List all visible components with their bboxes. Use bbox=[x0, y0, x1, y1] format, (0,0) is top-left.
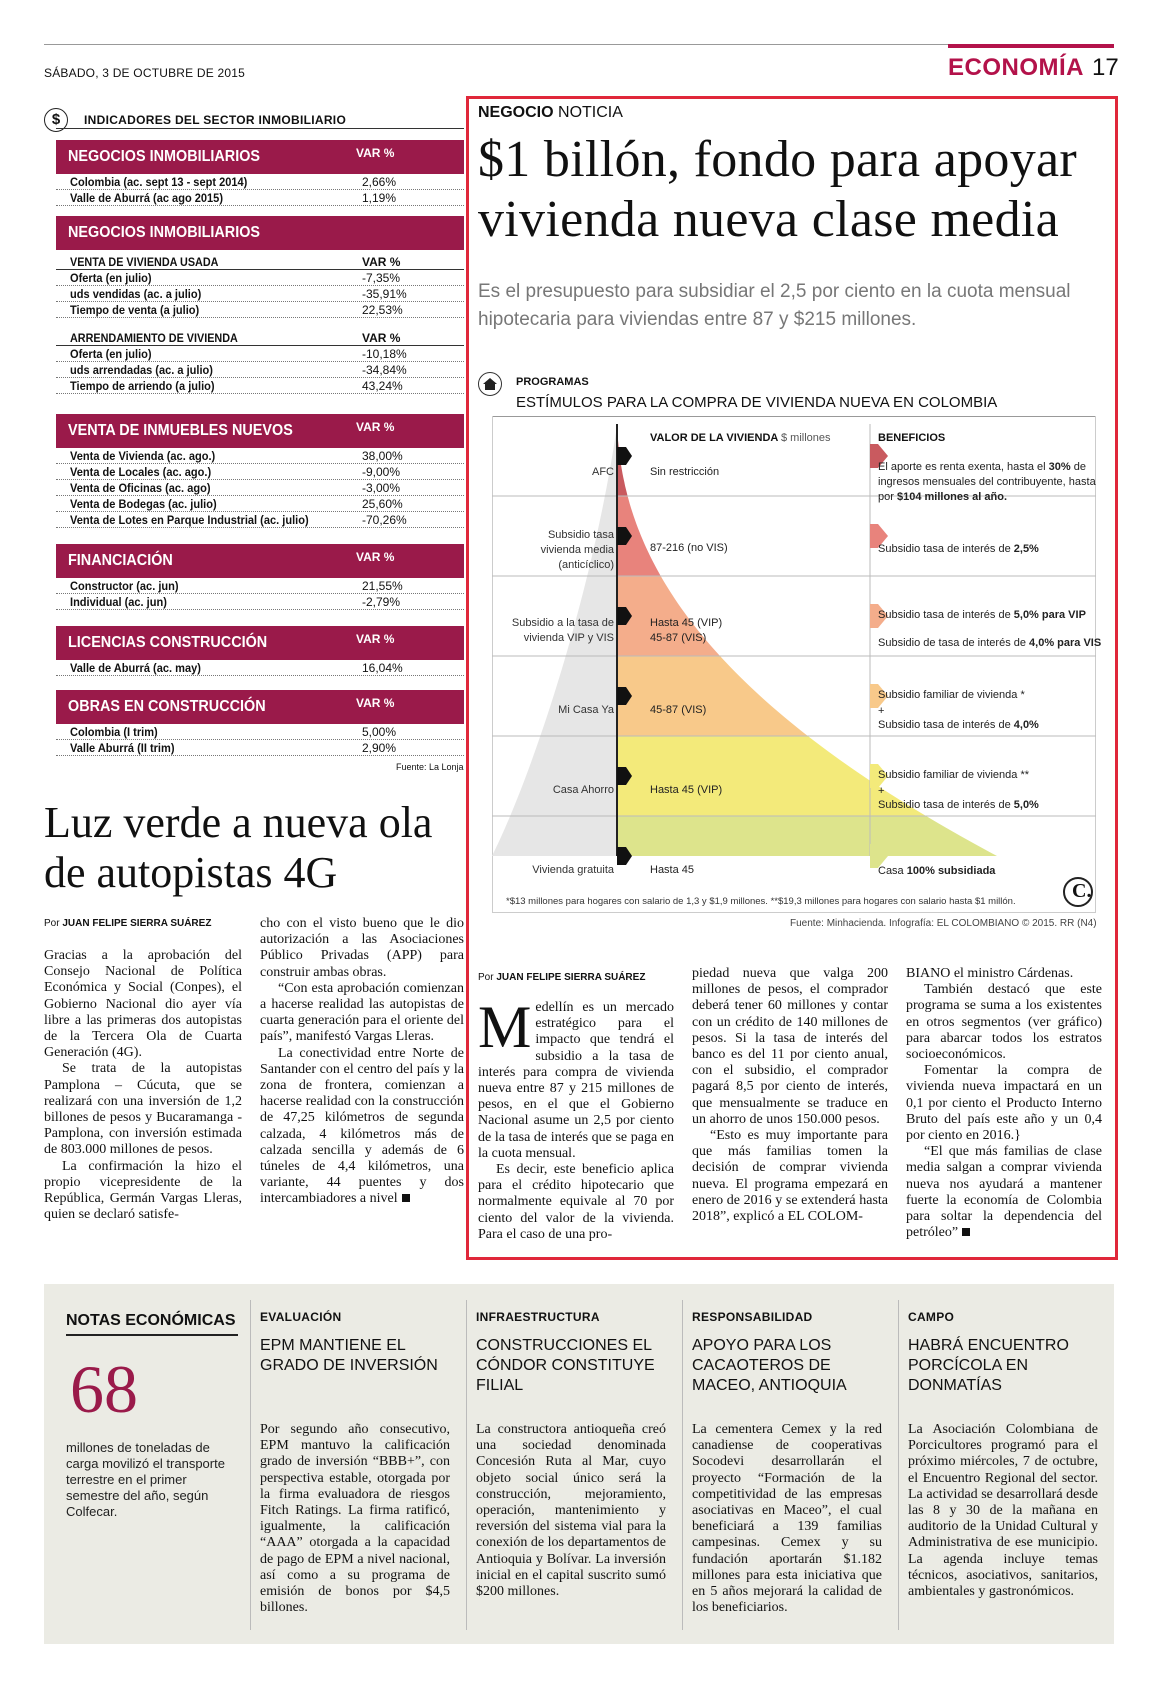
feature-col1 bbox=[478, 994, 674, 1243]
feature-title: $1 billón, fondo para apoyar vivienda nueva clase media bbox=[478, 131, 1078, 248]
row-label: Valle de Aburrá (ac. may) bbox=[70, 661, 201, 675]
section-accent-bar bbox=[948, 44, 1114, 48]
feature-col2 bbox=[692, 966, 888, 1225]
var-label: VAR % bbox=[356, 632, 395, 646]
program-beneficio-a bbox=[878, 768, 1098, 783]
indicator-row bbox=[56, 480, 464, 496]
row-label: Colombia (ac. sept 13 - sept 2014) bbox=[70, 175, 248, 189]
beneficio-text: Subsidio tasa de interés de bbox=[878, 543, 1014, 555]
feature-lead: Es el presupuesto para subsidiar el 2,5 por ciento en la cuota mensual hipotecaria para viviendas entre 87 y $215 millones. bbox=[478, 281, 1071, 330]
program-valor: Hasta 45 (VIP) 45-87 (VIS) bbox=[650, 617, 723, 644]
beneficio-bold: 4,0% bbox=[1013, 719, 1039, 731]
byline-prefix: Por bbox=[44, 918, 60, 929]
indicator-row bbox=[56, 464, 464, 480]
indicator-subhead bbox=[56, 326, 464, 346]
row-label: Venta de Oficinas (ac. ago) bbox=[70, 481, 211, 495]
indicator-row bbox=[56, 724, 464, 740]
program-name: Mi Casa Ya bbox=[558, 704, 614, 716]
byline-author: JUAN FELIPE SIERRA SUÁREZ bbox=[62, 918, 212, 929]
row-label: uds vendidas (ac. a julio) bbox=[70, 287, 202, 301]
beneficio-bold: $104 millones al año. bbox=[896, 491, 1008, 503]
indicator-block bbox=[56, 626, 464, 676]
nota-item bbox=[476, 1310, 666, 1600]
row-value: 43,24% bbox=[362, 379, 403, 393]
paragraph: piedad nueva que valga 200 millones de pesos, el comprador deberá tener 60 millones y contar con un crédito de 140 millones de pesos. Si la tasa de interés del banco es del 11 por ciento anual, con el subsidio, el comprador pagará 8,5 por ciento de interés, que mensualmente se traduce en un ahorro de unos 150.000 pesos. bbox=[692, 966, 888, 1127]
row-value: 38,00% bbox=[362, 449, 403, 463]
program-beneficio-b bbox=[878, 636, 1108, 651]
nota-category: INFRAESTRUCTURA bbox=[476, 1310, 600, 1324]
indicator-row bbox=[56, 378, 464, 394]
indicator-row bbox=[56, 512, 464, 528]
program-valor: 87-216 (no VIS) bbox=[650, 542, 728, 554]
end-mark bbox=[402, 1194, 410, 1202]
graphic-source: Fuente: Minhacienda. Infografía: EL COLOMBIANO © 2015. RR (N4) bbox=[790, 918, 1097, 929]
indicator-row bbox=[56, 190, 464, 206]
row-value: 2,66% bbox=[362, 175, 397, 189]
pyramid-band bbox=[617, 656, 808, 736]
program-valor: Sin restricción bbox=[650, 466, 720, 478]
row-value: -9,00% bbox=[362, 465, 401, 479]
paragraph: La confirmación la hizo el propio vicepresidente de la República, Germán Vargas Lleras, quien se declaró satisfe- bbox=[44, 1158, 242, 1223]
program-beneficio-b bbox=[878, 798, 1098, 813]
plus-sign: + bbox=[878, 705, 885, 717]
beneficio-text: Casa bbox=[878, 865, 907, 877]
indicator-block-title: NEGOCIOS INMOBILIARIOS bbox=[68, 224, 261, 241]
row-value: 22,53% bbox=[362, 303, 403, 317]
nota-category: CAMPO bbox=[908, 1310, 955, 1324]
indicator-row bbox=[56, 578, 464, 594]
indicator-block-header bbox=[56, 140, 464, 174]
program-name: Casa Ahorro bbox=[552, 784, 614, 796]
nota-item bbox=[908, 1310, 1098, 1600]
row-value: 16,04% bbox=[362, 661, 403, 675]
row-label: Tiempo de arriendo (a julio) bbox=[70, 379, 215, 393]
indicator-block-header bbox=[56, 544, 464, 578]
indicator-row bbox=[56, 448, 464, 464]
graphic-subtitle: ESTÍMULOS PARA LA COMPRA DE VIVIENDA NUEVA EN COLOMBIA bbox=[516, 394, 998, 411]
subhead-label: ARRENDAMIENTO DE VIVIENDA bbox=[70, 331, 238, 345]
indicator-row bbox=[56, 346, 464, 362]
nota-headline: HABRÁ ENCUENTRO PORCÍCOLA EN DONMATÍAS bbox=[908, 1337, 1069, 1394]
indicator-row bbox=[56, 362, 464, 378]
row-arrow bbox=[617, 447, 632, 465]
row-value: -70,26% bbox=[362, 513, 407, 527]
indicator-row bbox=[56, 174, 464, 190]
var-label: VAR % bbox=[362, 331, 401, 345]
beneficio-text: El aporte es renta exenta, hasta el bbox=[878, 461, 1049, 473]
paragraph: “Con esta aprobación comienzan a hacerse realidad las autopistas de cuarta generación para el oriente del país”, manifestó Vargas Lleras. bbox=[260, 980, 464, 1045]
indicator-block-title: NEGOCIOS INMOBILIARIOS bbox=[68, 148, 261, 165]
indicator-block-title: OBRAS EN CONSTRUCCIÓN bbox=[68, 698, 266, 715]
pyramid-band bbox=[617, 816, 997, 856]
indicator-row bbox=[56, 496, 464, 512]
nota-headline: EPM MANTIENE EL GRADO DE INVERSIÓN bbox=[260, 1337, 438, 1374]
paragraph: Gracias a la aprobación del Consejo Nacional de Política Económica y Social (Conpes), el Gobierno Nacional dio ayer vía libre a las primeras dos autopistas de la Tercera Ola de Cuarta Generación (4G). bbox=[44, 948, 242, 1061]
nota-category: RESPONSABILIDAD bbox=[692, 1310, 813, 1324]
article-4g-col2 bbox=[260, 916, 464, 1208]
column-separator bbox=[466, 1300, 467, 1630]
beneficio-bold: 2,5% bbox=[1013, 543, 1039, 555]
paragraph: Es decir, este beneficio aplica para el crédito hipotecario que normalmente equivale al 70 por ciento del valor de la vivienda. Para el caso de una pro- bbox=[478, 1162, 674, 1242]
colombiano-logo: C. bbox=[1072, 880, 1092, 902]
issue-date: SÁBADO, 3 DE OCTUBRE DE 2015 bbox=[44, 66, 245, 80]
beneficio-text: Subsidio tasa de interés de bbox=[878, 609, 1014, 621]
row-label: Venta de Locales (ac. ago.) bbox=[70, 465, 212, 479]
row-label: Colombia (I trim) bbox=[70, 725, 158, 739]
paragraph: edellín es un mercado estratégico para el impacto que tendrá el subsidio a la tasa de interés para compra de vivienda nueva entre 87 y 215 millones de pesos, en el que el Gobierno Nacional asume un 2,5 por ciento de la tasa de interés que se paga en la cuota mensual. bbox=[478, 1000, 674, 1161]
paragraph: Se trata de la autopistas Pamplona – Cúcuta, que se realizará con una inversión de 1,2 billones de pesos y Bucaramanga - Pamplona, con inversión estimada de 803.000 millones de pesos. bbox=[44, 1061, 242, 1158]
program-beneficio-a bbox=[878, 608, 1108, 623]
row-label: Individual (ac. jun) bbox=[70, 595, 167, 609]
row-value: -2,79% bbox=[362, 595, 401, 609]
article-4g-col1 bbox=[44, 948, 242, 1223]
indicators-source: Fuente: La Lonja bbox=[396, 762, 464, 772]
valor-header-label: VALOR DE LA VIVIENDA bbox=[650, 432, 778, 444]
notas-rule bbox=[66, 1334, 238, 1336]
row-label: Constructor (ac. jun) bbox=[70, 579, 179, 593]
valor-header-unit: $ millones bbox=[781, 432, 831, 444]
var-label: VAR % bbox=[356, 696, 395, 710]
beneficio-bold: 100% subsidiada bbox=[906, 865, 996, 877]
indicator-block-header bbox=[56, 626, 464, 660]
indicator-block-header bbox=[56, 216, 464, 250]
indicator-block-title: VENTA DE INMUEBLES NUEVOS bbox=[68, 422, 293, 439]
indicator-block-header bbox=[56, 690, 464, 724]
indicator-block bbox=[56, 140, 464, 206]
paragraph: También destacó que este programa se suma a los existentes en otros segmentos (ver gráfico) para abarcar todos los estratos socioeconómicos. bbox=[906, 982, 1102, 1063]
house-icon bbox=[478, 372, 502, 396]
beneficios-header: BENEFICIOS bbox=[878, 432, 946, 444]
row-label: Venta de Vivienda (ac. ago.) bbox=[70, 449, 216, 463]
indicator-block-header bbox=[56, 414, 464, 448]
indicator-block bbox=[56, 690, 464, 756]
row-value: 25,60% bbox=[362, 497, 403, 511]
row-value: -34,84% bbox=[362, 363, 407, 377]
plus-sign: + bbox=[878, 785, 885, 797]
nota-body: La Asociación Colombiana de Porcicultores programó para el próximo miércoles, 7 de octubre, el Encuentro Regional del sector. La actividad se desarrollará desde las 8 y 30 de la mañana en auditorio de la Unidad Cultural y Administrativa de ese municipio. La agenda incluye temas técnicos, asociativos, sanitarios, ambientales y gastronómicos. bbox=[908, 1422, 1098, 1600]
nota-headline: APOYO PARA LOS CACAOTEROS DE MACEO, ANTIOQUIA bbox=[692, 1337, 847, 1394]
indicator-block-title: FINANCIACIÓN bbox=[68, 552, 173, 569]
paragraph: cho con el visto bueno que le dio autorización a las Asociaciones Público Privadas (APP) para construir ambas obras. bbox=[260, 916, 464, 980]
indicator-row bbox=[56, 302, 464, 318]
row-label: Valle Aburrá (II trim) bbox=[70, 741, 175, 755]
row-label: Venta de Lotes en Parque Industrial (ac. julio) bbox=[70, 513, 309, 527]
section-name: ECONOMÍA bbox=[948, 54, 1084, 81]
program-name: Subsidio a la tasa de vivienda VIP y VIS bbox=[511, 617, 614, 644]
beneficio-text: Subsidio de tasa de interés de bbox=[878, 637, 1030, 649]
indicator-block bbox=[56, 414, 464, 528]
var-label: VAR % bbox=[356, 550, 395, 564]
row-value: -10,18% bbox=[362, 347, 407, 361]
var-label: VAR % bbox=[362, 255, 401, 269]
graphic-footnote: *$13 millones para hogares con salario de 1,3 y $1,9 millones. **$19,3 millones para hogares con salario hasta $1 millón. bbox=[506, 896, 1016, 907]
article-4g-title: Luz verde a nueva ola de autopistas 4G bbox=[44, 798, 433, 897]
graphic-label: PROGRAMAS bbox=[516, 376, 589, 388]
program-valor: Hasta 45 (VIP) bbox=[650, 784, 723, 796]
row-label: Oferta (en julio) bbox=[70, 271, 152, 285]
var-label: VAR % bbox=[356, 420, 395, 434]
indicator-subhead bbox=[56, 250, 464, 270]
kicker-label: NOTICIA bbox=[558, 104, 623, 121]
indicator-row bbox=[56, 740, 464, 756]
row-value: 21,55% bbox=[362, 579, 403, 593]
indicator-row bbox=[56, 270, 464, 286]
program-valor: Hasta 45 bbox=[650, 864, 695, 876]
row-value: 5,00% bbox=[362, 725, 397, 739]
program-name: Subsidio tasa vivienda media (anticíclico) bbox=[540, 529, 614, 571]
nota-item bbox=[260, 1310, 450, 1616]
row-label: Oferta (en julio) bbox=[70, 347, 152, 361]
paragraph: La conectividad entre Norte de Santander con el centro del país y la zona de frontera, comienzan a hacerse realidad con la construcción de 47,25 kilómetros de segunda calzada, 4 kilómetros más de calzada sencilla y además de 6 túneles de 4,4 kilómetros, una variante, 44 puentes y dos intercambiadores a nivel bbox=[260, 1045, 464, 1207]
beneficio-bold: 5,0% para VIP bbox=[1013, 609, 1086, 621]
beneficio-bold: 5,0% bbox=[1013, 799, 1039, 811]
column-separator bbox=[898, 1300, 899, 1630]
indicator-row bbox=[56, 660, 464, 676]
dollar-icon: $ bbox=[44, 108, 68, 132]
var-label: VAR % bbox=[356, 146, 395, 160]
paragraph: “El que más familias de clase media salgan a comprar vivienda nueva nos ayudará a mantener fuerte la economía de Colombia para soltar la dependencia del petróleo” bbox=[906, 1144, 1102, 1241]
beneficio-text: Subsidio familiar de vivienda ** bbox=[878, 769, 1030, 781]
row-label: Venta de Bodegas (ac. julio) bbox=[70, 497, 217, 511]
highlight-desc: millones de toneladas de carga movilizó el transporte terrestre en el primer semestre del año, según Colfecar. bbox=[66, 1440, 225, 1519]
program-beneficio-b bbox=[878, 718, 1098, 733]
row-value: -3,00% bbox=[362, 481, 401, 495]
beneficio-text: de ingresos mensuales del contribuyente, hasta por bbox=[878, 461, 1096, 503]
program-name: AFC bbox=[592, 466, 614, 478]
nota-category: EVALUACIÓN bbox=[260, 1310, 342, 1324]
indicator-block-title: LICENCIAS CONSTRUCCIÓN bbox=[68, 634, 268, 651]
beneficio-text: Subsidio tasa de interés de bbox=[878, 799, 1014, 811]
paragraph: Fomentar la compra de vivienda nueva impactará en un 0,1 por ciento el Producto Interno Bruto del país este año y un 0,4 por ciento en 2016.} bbox=[906, 1063, 1102, 1144]
program-beneficio bbox=[878, 864, 1098, 879]
nota-item bbox=[692, 1310, 882, 1616]
feature-kicker bbox=[478, 104, 623, 122]
beneficio-bold: 4,0% para VIS bbox=[1029, 637, 1102, 649]
page-number: 17 bbox=[1092, 54, 1119, 81]
row-value: -35,91% bbox=[362, 287, 407, 301]
indicator-row bbox=[56, 286, 464, 302]
row-label: uds arrendadas (ac. a julio) bbox=[70, 363, 213, 377]
indicator-block bbox=[56, 544, 464, 610]
feature-byline bbox=[478, 972, 645, 983]
program-name: Vivienda gratuita bbox=[532, 864, 614, 876]
row-label: Valle de Aburrá (ac ago 2015) bbox=[70, 191, 223, 205]
indicator-row bbox=[56, 594, 464, 610]
nota-headline: CONSTRUCCIONES EL CÓNDOR CONSTITUYE FILIAL bbox=[476, 1337, 655, 1394]
nota-body: La constructora antioqueña creó una sociedad denominada Concesión Ruta al Mar, cuyo objeto social único será la construcción, mejoramiento, operación, mantenimiento y reversión del sistema vial para la conexión de los departamentos de Antioquia y Bolívar. La inversión inicial en el capital suscrito sumó $200 millones. bbox=[476, 1422, 666, 1600]
paragraph: BIANO el ministro Cárdenas. bbox=[906, 966, 1074, 981]
notas-title: NOTAS ECONÓMICAS bbox=[66, 1312, 236, 1329]
feature-col3 bbox=[906, 966, 1102, 1241]
program-beneficio bbox=[878, 542, 1098, 557]
row-label: Tiempo de venta (a julio) bbox=[70, 303, 200, 317]
paragraph: “Esto es muy importante para que más familias tomen la decisión de comprar vivienda nueva. El programa empezará en enero de 2016 y se extenderá hasta 2018”, explicó a EL COLOM- bbox=[692, 1128, 888, 1225]
byline-prefix: Por bbox=[478, 972, 494, 983]
program-valor: 45-87 (VIS) bbox=[650, 704, 707, 716]
end-mark bbox=[962, 1228, 970, 1236]
program-beneficio-a bbox=[878, 688, 1098, 703]
dropcap: M bbox=[478, 994, 532, 1060]
row-value: 2,90% bbox=[362, 741, 397, 755]
valor-header bbox=[650, 432, 831, 444]
subhead-label: VENTA DE VIVIENDA USADA bbox=[70, 255, 219, 269]
program-beneficio bbox=[878, 460, 1098, 505]
column-separator bbox=[250, 1300, 251, 1630]
article-4g-byline bbox=[44, 918, 211, 929]
nota-body: Por segundo año consecutivo, EPM mantuvo la calificación grado de inversión “BBB+”, con perspectiva estable, otorgada por la firma evaluadora de riesgos Fitch Ratings. La firma ratificó, igualmente, la calificación “AAA” otorgada a la capacidad de pago de EPM a nivel nacional, así como a su programa de emisión de bonos por $4,5 billones. bbox=[260, 1422, 450, 1616]
row-value: -7,35% bbox=[362, 271, 401, 285]
indicators-title: INDICADORES DEL SECTOR INMOBILIARIO bbox=[84, 113, 347, 127]
row-value: 1,19% bbox=[362, 191, 397, 205]
nota-body: La cementera Cemex y la red canadiense de cooperativas Socodevi desarrollarán el proyecto “Formación de la competitividad de las empresas asociativas en Maceo”, el cual beneficiará a 139 familias campesinas. Cemex y su fundación aportarán $1.182 millones para esta iniciativa que en 5 años mejorará la calidad de los beneficiarios. bbox=[692, 1422, 882, 1616]
byline-author: JUAN FELIPE SIERRA SUÁREZ bbox=[496, 972, 646, 983]
beneficio-text: Subsidio tasa de interés de bbox=[878, 719, 1014, 731]
indicators-rule bbox=[56, 128, 464, 129]
highlight-number: 68 bbox=[70, 1351, 138, 1427]
kicker-bold: NEGOCIO bbox=[478, 104, 554, 121]
beneficio-text: Subsidio familiar de vivienda * bbox=[878, 689, 1025, 701]
beneficio-bold: 30% bbox=[1048, 461, 1071, 473]
column-separator bbox=[682, 1300, 683, 1630]
indicator-block bbox=[56, 216, 464, 394]
